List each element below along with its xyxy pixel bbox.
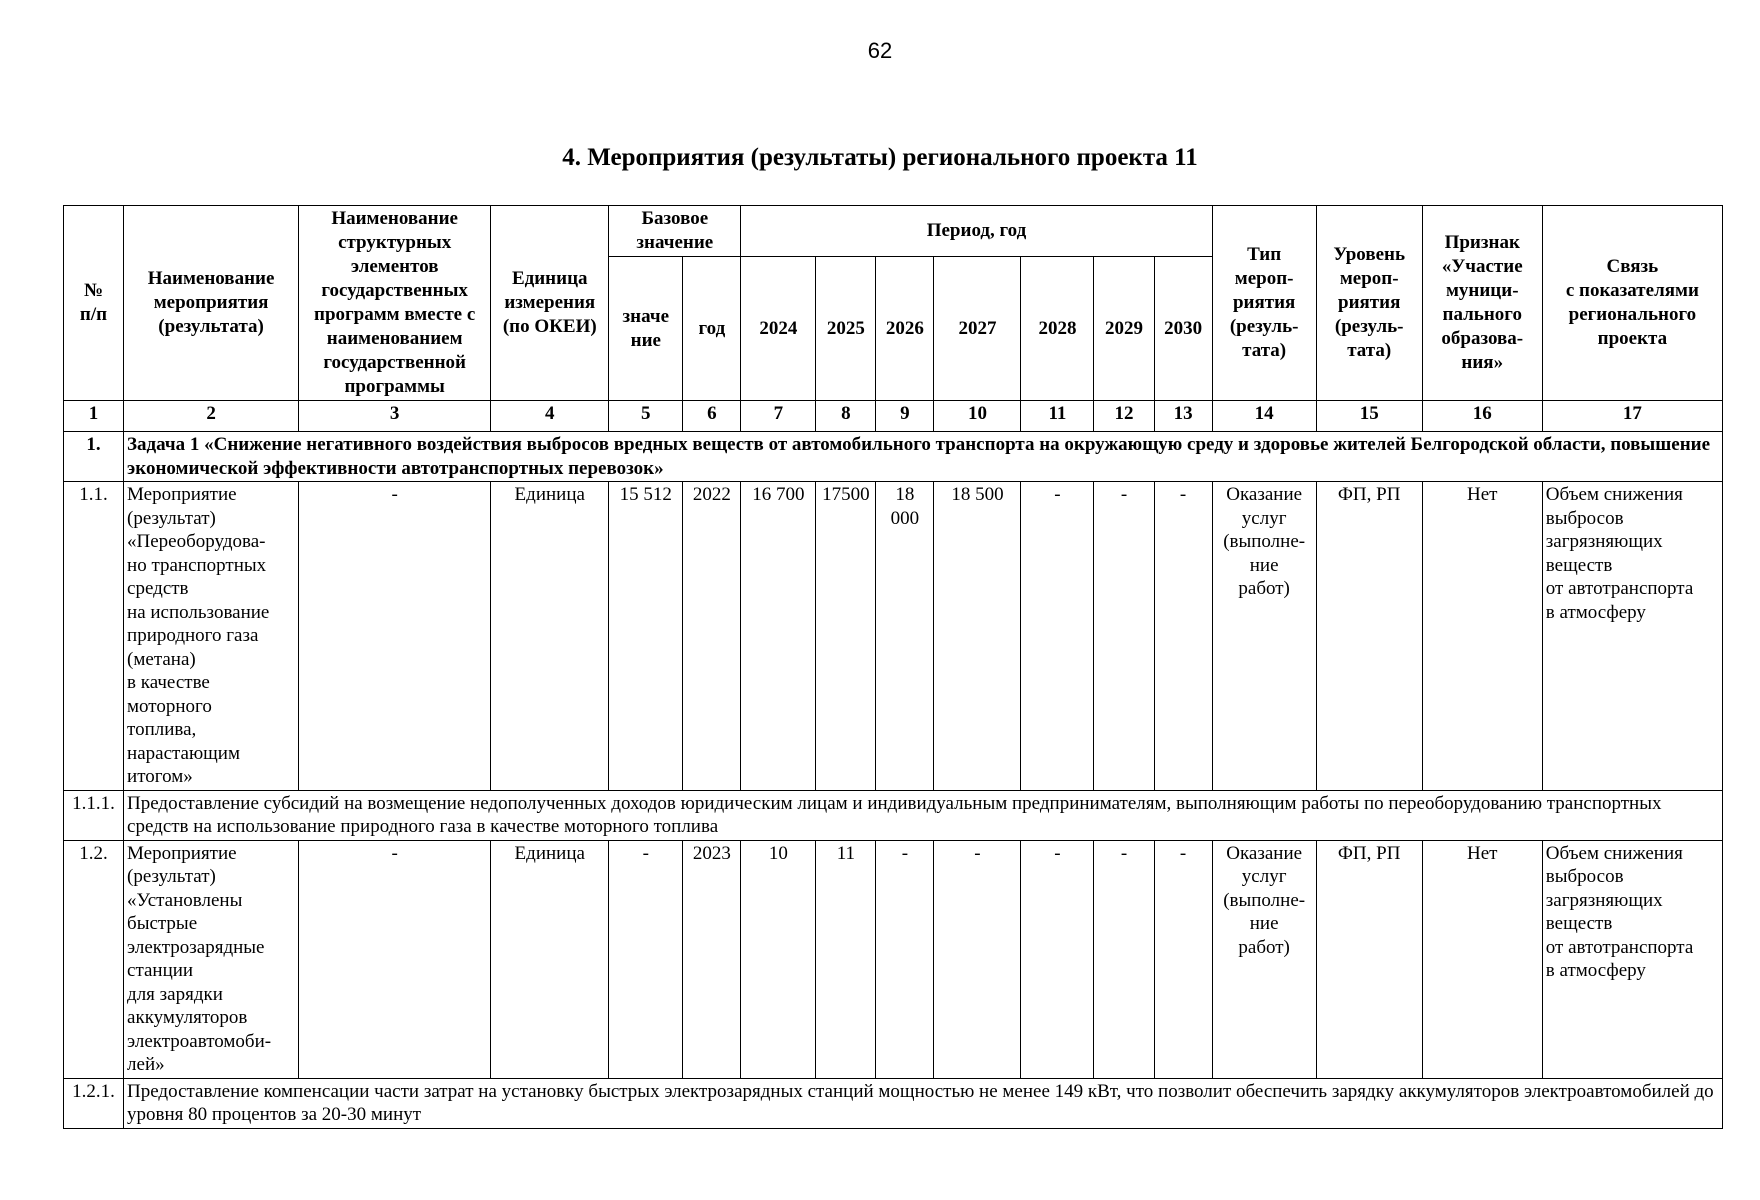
table-row xyxy=(64,840,1723,1078)
header-flag: Признак «Участие муници- пального образова- ния» xyxy=(1422,206,1542,401)
subrow-text: Предоставление компенсации части затрат на установку быстрых электрозарядных станций мощностью не менее 149 кВт, что позволит обеспечить зарядку аккумуляторов электроавтомобилей до уровня 80 процентов за 20-30 минут xyxy=(124,1078,1723,1128)
header-year: 2025 xyxy=(816,257,876,401)
column-number: 14 xyxy=(1212,401,1316,432)
header-level: Уровень мероп- риятия (резуль- тата) xyxy=(1316,206,1422,401)
column-number: 10 xyxy=(934,401,1021,432)
column-number: 2 xyxy=(124,401,299,432)
document-title: 4. Мероприятия (результаты) регионального проекта 11 xyxy=(562,144,1198,171)
header-year: 2026 xyxy=(876,257,934,401)
row-type: Оказание услуг (выполне- ние работ) xyxy=(1212,840,1316,1078)
column-number: 6 xyxy=(683,401,741,432)
row-unit: Единица xyxy=(491,840,609,1078)
header-year: 2028 xyxy=(1021,257,1094,401)
row-year-value: - xyxy=(1094,482,1154,791)
header-name: Наименование мероприятия (результата) xyxy=(124,206,299,401)
header-link: Связь с показателями регионального проекта xyxy=(1542,206,1722,401)
header-type: Тип мероп- риятия (резуль- тата) xyxy=(1212,206,1316,401)
row-level: ФП, РП xyxy=(1316,840,1422,1078)
row-year-value: - xyxy=(934,840,1021,1078)
row-year-value: 16 700 xyxy=(741,482,816,791)
header-base: Базовое значение xyxy=(609,206,741,257)
header-period: Период, год xyxy=(741,206,1212,257)
header-year: 2027 xyxy=(934,257,1021,401)
row-unit: Единица xyxy=(491,482,609,791)
row-year-value: 10 xyxy=(741,840,816,1078)
row-year-value: - xyxy=(1021,840,1094,1078)
column-numbers-row xyxy=(64,401,1723,432)
row-level: ФП, РП xyxy=(1316,482,1422,791)
header-unit: Единица измерения (по ОКЕИ) xyxy=(491,206,609,401)
column-number: 15 xyxy=(1316,401,1422,432)
column-number: 1 xyxy=(64,401,124,432)
row-num: 1.2. xyxy=(64,840,124,1078)
subrow xyxy=(64,1078,1723,1128)
header-base-value: значе ние xyxy=(609,257,683,401)
task-row xyxy=(64,432,1723,482)
page-number: 62 xyxy=(867,38,893,63)
row-flag: Нет xyxy=(1422,840,1542,1078)
row-struct: - xyxy=(299,482,491,791)
subrow xyxy=(64,790,1723,840)
row-year-value: 18 500 xyxy=(934,482,1021,791)
row-struct: - xyxy=(299,840,491,1078)
row-year-value: - xyxy=(1154,840,1212,1078)
row-year-value: - xyxy=(1094,840,1154,1078)
row-base-year: 2022 xyxy=(683,482,741,791)
table-row xyxy=(64,482,1723,791)
column-number: 11 xyxy=(1021,401,1094,432)
row-type: Оказание услуг (выполне- ние работ) xyxy=(1212,482,1316,791)
row-flag: Нет xyxy=(1422,482,1542,791)
header-base-year: год xyxy=(683,257,741,401)
header-year: 2029 xyxy=(1094,257,1154,401)
row-link: Объем снижения выбросов загрязняющих веществ от автотранспорта в атмосферу xyxy=(1542,482,1722,791)
column-number: 16 xyxy=(1422,401,1542,432)
row-year-value: 18 000 xyxy=(876,482,934,791)
subrow-text: Предоставление субсидий на возмещение недополученных доходов юридическим лицам и индивидуальным предпринимателям, выполняющим работы по переоборудованию транспортных средств на использование природного газа в качестве моторного топлива xyxy=(124,790,1723,840)
row-year-value: - xyxy=(1021,482,1094,791)
row-year-value: - xyxy=(1154,482,1212,791)
column-number: 7 xyxy=(741,401,816,432)
row-link: Объем снижения выбросов загрязняющих веществ от автотранспорта в атмосферу xyxy=(1542,840,1722,1078)
header-year: 2024 xyxy=(741,257,816,401)
column-number: 8 xyxy=(816,401,876,432)
column-number: 9 xyxy=(876,401,934,432)
row-name: Мероприятие (результат) «Переоборудова- но транспортных средств на использование природного газа (метана) в качестве моторного топлива, нарастающим итогом» xyxy=(124,482,299,791)
row-name: Мероприятие (результат) «Установлены быстрые электрозарядные станции для зарядки аккумуляторов электроавтомоби- лей» xyxy=(124,840,299,1078)
row-base-value: 15 512 xyxy=(609,482,683,791)
row-year-value: 17500 xyxy=(816,482,876,791)
header-struct: Наименование структурных элементов государственных программ вместе с наименованием государственной программы xyxy=(299,206,491,401)
row-year-value: - xyxy=(876,840,934,1078)
column-number: 3 xyxy=(299,401,491,432)
column-number: 17 xyxy=(1542,401,1722,432)
column-number: 5 xyxy=(609,401,683,432)
subrow-num: 1.2.1. xyxy=(64,1078,124,1128)
task-text: Задача 1 «Снижение негативного воздействия выбросов вредных веществ от автомобильного транспорта на окружающую среду и здоровье жителей Белгородской области, повышение экономической эффективности автотранспортных перевозок» xyxy=(124,432,1723,482)
subrow-num: 1.1.1. xyxy=(64,790,124,840)
activities-table xyxy=(63,205,1723,1129)
column-number: 4 xyxy=(491,401,609,432)
column-number: 12 xyxy=(1094,401,1154,432)
header-num: № п/п xyxy=(64,206,124,401)
task-num: 1. xyxy=(64,432,124,482)
row-base-year: 2023 xyxy=(683,840,741,1078)
row-year-value: 11 xyxy=(816,840,876,1078)
column-number: 13 xyxy=(1154,401,1212,432)
header-year: 2030 xyxy=(1154,257,1212,401)
row-num: 1.1. xyxy=(64,482,124,791)
row-base-value: - xyxy=(609,840,683,1078)
